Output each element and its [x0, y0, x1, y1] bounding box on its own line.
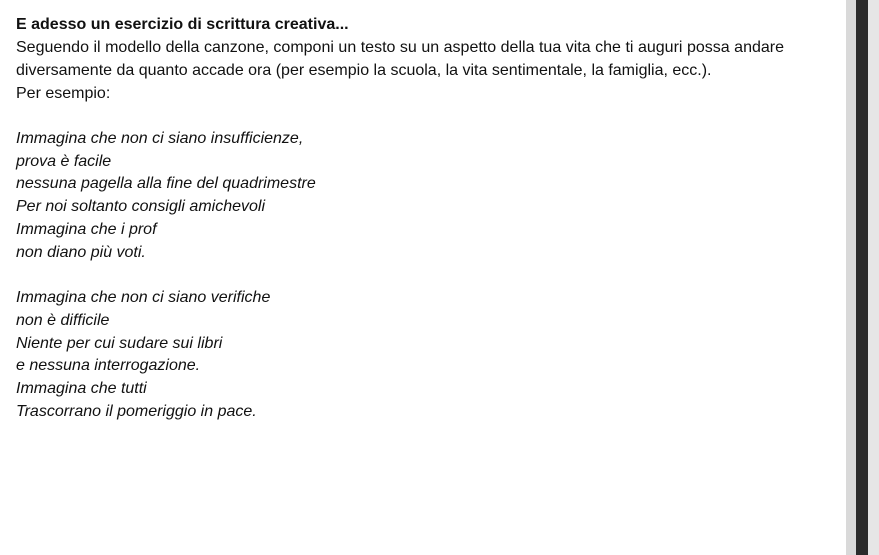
stanza-1 [16, 128, 784, 264]
stanza-line: Immagina che i prof [16, 220, 157, 238]
stanza-line: e nessuna interrogazione. [16, 357, 201, 375]
stanza-line: Immagina che non ci siano insufficienze, [16, 130, 304, 147]
stanza-line: prova è facile [16, 152, 112, 170]
window-edge [868, 0, 879, 555]
stanza-line: non è difficile [16, 311, 110, 329]
stanza-line: non diano più voti. [16, 243, 146, 261]
exercise-heading: E adesso un esercizio di scrittura creativa... [16, 16, 349, 33]
stanza-line: Trascorrano il pomeriggio in pace. [16, 402, 257, 420]
stanza-line: Immagina che non ci siano verifiche [16, 289, 271, 307]
document-content [16, 14, 784, 423]
stanza-line: Niente per cui sudare sui libri [16, 334, 223, 352]
stanza-line: nessuna pagella alla fine del quadrimestre [16, 175, 316, 193]
vertical-scrollbar[interactable] [846, 0, 879, 555]
scrollbar-track [846, 0, 856, 555]
stanza-line: Per noi soltanto consigli amichevoli [16, 198, 266, 216]
example-intro: Per esempio: [16, 85, 111, 102]
stanza-line: Immagina che tutti [16, 380, 147, 398]
stanza-2 [16, 287, 784, 423]
exercise-instruction: Seguendo il modello della canzone, componi un testo su un aspetto della tua vita che ti auguri possa andare diversamente da quanto accade ora (per esempio la scuola, la vita sentimentale, la famiglia, ecc.). [16, 39, 784, 79]
scrollbar-thumb[interactable] [856, 0, 868, 555]
